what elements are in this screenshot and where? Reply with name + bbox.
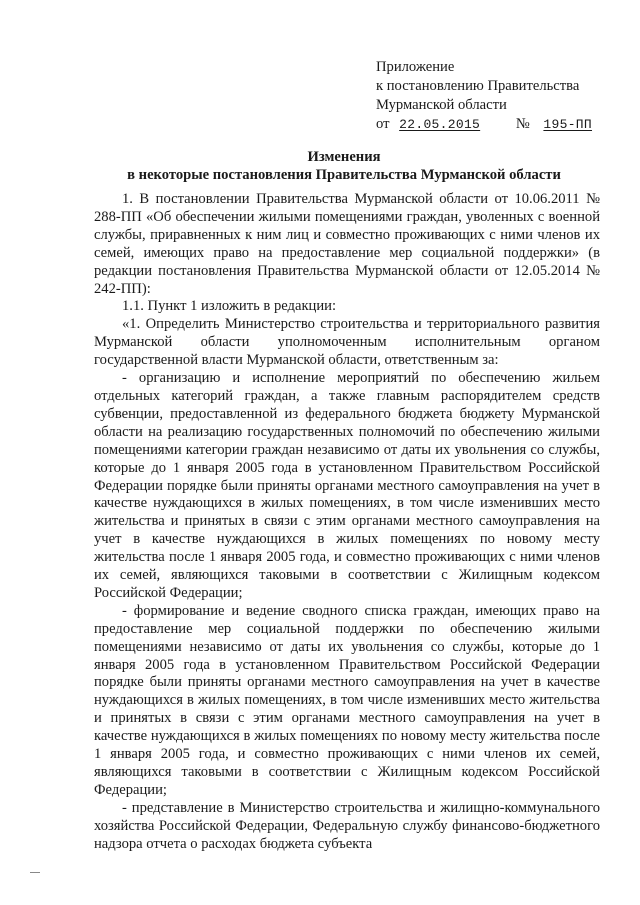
body-paragraph: 1.1. Пункт 1 изложить в редакции: bbox=[122, 298, 337, 315]
body-paragraph: - организацию и исполнение мероприятий по обеспечению жильем отдельных категорий граждан, а также главным распорядителем средств субвенции, предоставленной из федерального бюджета бюджету Мурманской области на реализацию государственных полномочий по обеспечению жилыми помещениями категории граждан независимо от даты их увольнения со службы, которые до 1 января 2005 года в установленном Правительством Российской Федерации порядке были приняты органами местного самоуправления на учет в качестве нуждающихся в жилых помещениях, в том числе изменивших место жительства и принятых в связи с этим органами местного самоуправления на учет в качестве нуждающихся в жилых помещениях по новому месту жительства после 1 января 2005 года, и совместно проживающих с ними членов их семей, являющихся таковыми в соответствии с Жилищным кодексом Российской Федерации; bbox=[94, 370, 600, 601]
appendix-date-number-line bbox=[376, 115, 616, 134]
scan-mark bbox=[30, 872, 40, 873]
document-title: Изменения bbox=[307, 149, 381, 165]
appendix-resolution-ref: к постановлению Правительства bbox=[376, 78, 580, 94]
number-sign: № bbox=[515, 116, 530, 132]
appendix-label: Приложение bbox=[376, 59, 455, 75]
document-body bbox=[94, 191, 600, 854]
appendix-header bbox=[376, 58, 616, 134]
resolution-number: 195-ПП bbox=[543, 117, 593, 132]
body-paragraph: - формирование и ведение сводного списка граждан, имеющих право на предоставление мер социальной поддержки по обеспечению жилыми помещениями независимо от даты их увольнения со службы, которые до 1 января 2005 года в установленном Правительством Российской Федерации порядке были приняты органами местного самоуправления на учет в качестве нуждающихся в жилых помещениях, в том числе изменивших место жительства и принятых в связи с этим органами местного самоуправления на учет в качестве нуждающихся в жилых помещениях по новому месту жительства после 1 января 2005 года, и совместно проживающих с ними членов их семей, являющихся таковыми в соответствии с Жилищным кодексом Российской Федерации; bbox=[94, 602, 600, 798]
document-subtitle: в некоторые постановления Правительства Мурманской области bbox=[127, 167, 561, 183]
body-paragraph: «1. Определить Министерство строительства и территориального развития Мурманской области уполномоченным исполнительным органом государственной власти Мурманской области, ответственным за: bbox=[94, 316, 600, 369]
appendix-region: Мурманской области bbox=[376, 97, 507, 113]
body-paragraph: - представление в Министерство строительства и жилищно-коммунального хозяйства Российской Федерации, Федеральную службу финансово-бюджетного надзора отчета о расходах бюджета субъекта bbox=[94, 799, 600, 852]
resolution-date: 22.05.2015 bbox=[399, 117, 481, 132]
date-prefix: от bbox=[376, 116, 390, 132]
body-paragraph: 1. В постановлении Правительства Мурманской области от 10.06.2011 № 288-ПП «Об обеспечении жилыми помещениями граждан, уволенных с военной службы, приравненных к ним лиц и совместно проживающих с ними членов их семей, имеющих право на предоставление мер социальной поддержки» (в редакции постановления Правительства Мурманской области от 12.05.2014 № 242-ПП): bbox=[94, 191, 600, 297]
